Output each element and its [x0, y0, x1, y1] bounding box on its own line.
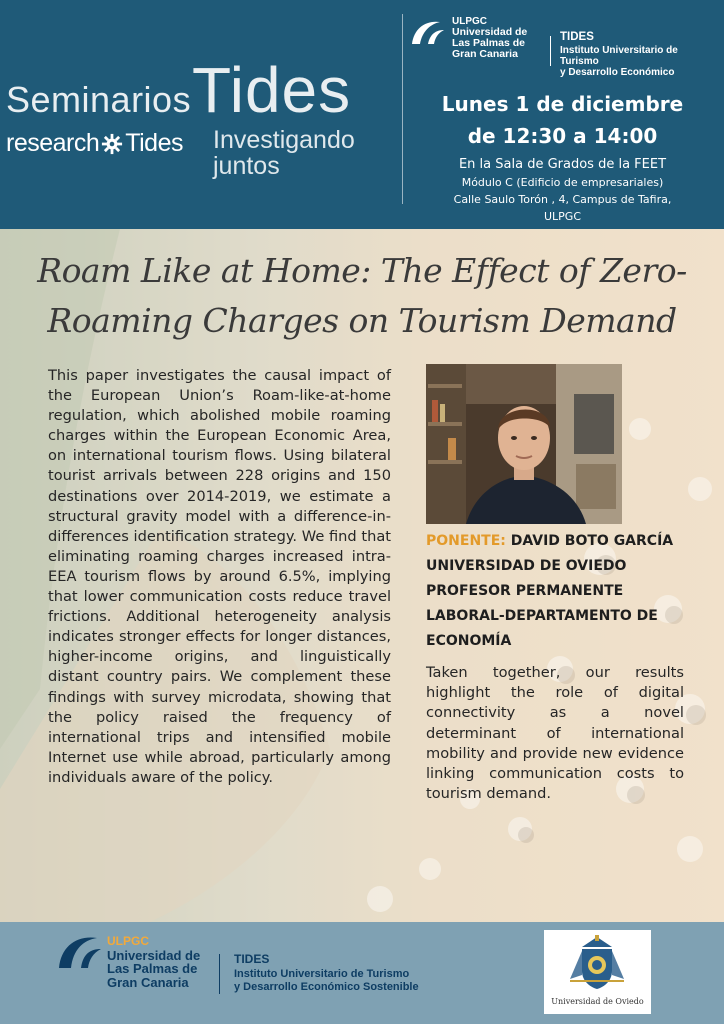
tides-footer-wordmark: [234, 953, 419, 994]
tides-name: TIDES: [560, 31, 594, 43]
logo-separator: [550, 36, 551, 66]
speaker-name: DAVID BOTO GARCÍA: [510, 533, 674, 549]
footer-ulpgc-line2: Las Palmas de: [107, 961, 198, 976]
footer-banner: [0, 922, 724, 1024]
ulpgc-wordmark: [452, 16, 527, 60]
oviedo-label: Universidad de Oviedo: [551, 997, 644, 1006]
venue-line3: Calle Saulo Torón , 4, Campus de Tafira,: [453, 193, 672, 206]
venue-line4: ULPGC: [543, 210, 582, 223]
oviedo-crest-icon: [562, 935, 632, 993]
brand-tides: Tides: [192, 54, 352, 126]
brand-research-tides-text: Tides: [125, 129, 183, 157]
footer-tides-line2: y Desarrollo Económico Sostenible: [234, 981, 419, 993]
seminar-title: Roam Like at Home: The Effect of Zero-Roaming Charges on Tourism Demand: [37, 251, 687, 340]
footer-logo-separator: [219, 954, 220, 994]
speaker-position: PROFESOR PERMANENTE LABORAL-DEPARTAMENTO DE ECONOMÍA: [426, 583, 658, 649]
tides-line2: y Desarrollo Económico: [560, 67, 675, 78]
brand-research-tides: [6, 129, 183, 158]
speaker-info: [426, 529, 702, 654]
tides-line1: Instituto Universitario de Turismo: [560, 45, 678, 67]
abstract-text: This paper investigates the causal impact of the European Union’s Roam-like-at-home regulation, which abolished mobile roaming charges within the European Economic Area, on international tourism flows. Using bilateral tourist arrivals between 228 origins and 150 destinations over 2014-2019, we estimate a structural gravity model with a difference-in-differences identification strategy. We find that eliminating roaming charges increased intra-EEA tourism flows by around 6.5%, implying that lower communication costs reduce travel frictions. Additional heterogeneity analysis indicates stronger effects for longer distances, higher-income origins, and linguistically distant country pairs. We complement these findings with survey microdata, showing that the policy raised the frequency of international trips and intensified mobile Internet use while abroad, particularly among individuals aware of the policy.: [48, 367, 391, 786]
oviedo-logo: [544, 930, 651, 1014]
speaker-label: PONENTE:: [426, 533, 506, 549]
footer-ulpgc-tag: ULPGC: [107, 934, 149, 948]
ulpgc-tag: ULPGC: [452, 16, 487, 27]
ulpgc-footer-logo-icon: [55, 932, 105, 972]
footer-ulpgc-line1: Universidad de: [107, 947, 201, 963]
header-banner: [0, 0, 724, 229]
venue-line2: Módulo C (Edificio de empresariales): [461, 176, 664, 189]
ulpgc-line3: Gran Canaria: [452, 48, 518, 60]
event-time: de 12:30 a 14:00: [467, 124, 658, 148]
conclusion-text: Taken together, our results highlight the role of digital connectivity as a novel determinant of international mobility and provide new evidence linking communication costs to tourism demand.: [426, 664, 684, 803]
main-content: [0, 229, 724, 922]
venue-line1: En la Sala de Grados de la FEET: [458, 157, 667, 172]
brand-seminarios: Seminarios: [6, 79, 192, 120]
ulpgc-line2: Las Palmas de: [452, 37, 525, 49]
header-divider: [402, 14, 403, 204]
event-datetime: [410, 88, 715, 152]
footer-tides-line1: Instituto Universitario de Turismo: [234, 968, 410, 980]
ulpgc-logo-icon: [408, 18, 448, 48]
footer-ulpgc-line3: Gran Canaria: [107, 974, 189, 990]
brand-research-text: research: [6, 129, 100, 157]
speaker-affiliation: UNIVERSIDAD DE OVIEDO: [426, 558, 627, 574]
event-date: Lunes 1 de diciembre: [441, 92, 684, 116]
speaker-photo: [426, 364, 622, 524]
brand-investigando: Investigando juntos: [213, 126, 355, 180]
seminarios-tides-brand: [6, 55, 391, 195]
speaker-portrait-image: [426, 364, 622, 524]
header-logos: [408, 16, 718, 78]
tides-wordmark: [560, 32, 718, 78]
gear-icon: [101, 133, 123, 155]
footer-tides-name: TIDES: [234, 952, 270, 966]
ulpgc-footer-wordmark: [107, 935, 200, 989]
event-venue: [410, 156, 715, 225]
ulpgc-line1: Universidad de: [452, 26, 528, 38]
